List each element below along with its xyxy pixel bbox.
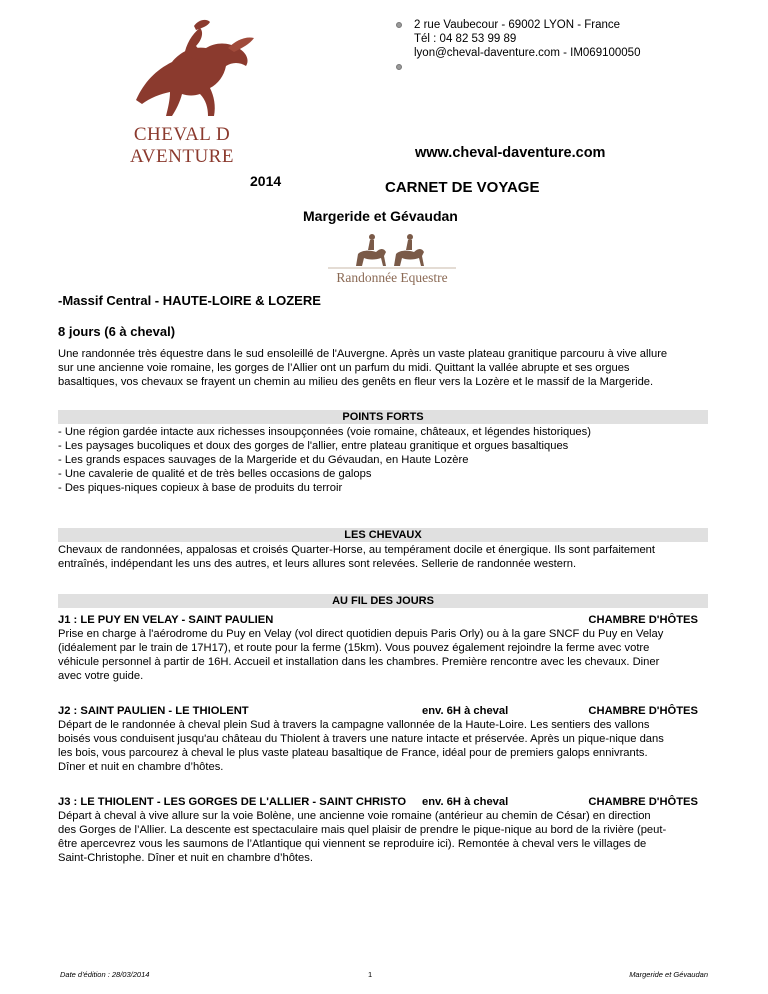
day-time: env. 6H à cheval xyxy=(422,796,509,808)
trip-name: Margeride et Gévaudan xyxy=(303,208,458,224)
day-line: les bois, vous parcourez à cheval le plus vaste plateau basaltique de France, idéal pour de premiers galops ennivrants. xyxy=(58,747,648,759)
contact-block xyxy=(386,18,640,74)
contact-phone: Tél : 04 82 53 99 89 xyxy=(414,33,517,45)
day-line: Prise en charge à l'aérodrome du Puy en Velay (vol direct quotidien depuis Paris Orly) ou à la gare SNCF du Puy en Velay xyxy=(58,628,664,640)
day-line: être apercevrez vous les saumons de l’Atlantique qui viennent se reproduire ici). Remontée à cheval vers le villages de xyxy=(58,838,647,850)
randonnee-equestre-badge xyxy=(320,230,464,288)
list-item: - Des piques-niques copieux à base de produits du terroir xyxy=(58,482,343,494)
region-heading: -Massif Central - HAUTE-LOIRE & LOZERE xyxy=(58,293,321,308)
day-title: J3 : LE THIOLENT - LES GORGES DE L'ALLIER - SAINT CHRISTO xyxy=(58,796,407,808)
duration-heading: 8 jours (6 à cheval) xyxy=(58,324,176,339)
day-1-header xyxy=(58,614,708,628)
day-line: Saint-Christophe. Dîner et nuit en chambre d’hôtes. xyxy=(58,852,313,864)
document-title: CARNET DE VOYAGE xyxy=(385,179,540,196)
intro-line: sur une ancienne voie romaine, les gorges de l’Allier ont un parfum du midi. Quittant la vallée abrupte et ses orgues xyxy=(58,362,630,374)
contact-email[interactable]: lyon@cheval-daventure.com - IM069100050 xyxy=(414,47,641,59)
document-year: 2014 xyxy=(250,173,282,189)
bullet-icon xyxy=(396,22,402,28)
day-line: (idéalement par le train de 17H17), et route pour la ferme (15km). Vous pouvez également rejoindre la ferme avec votre xyxy=(58,642,650,654)
horse-rider-logo-icon xyxy=(96,12,268,124)
footer-trip-name: Margeride et Gévaudan xyxy=(629,970,708,979)
list-item: - Les grands espaces sauvages de la Margeride et du Gévaudan, en Haute Lozère xyxy=(58,454,469,466)
contact-empty-row xyxy=(386,60,640,74)
day-title: J2 : SAINT PAULIEN - LE THIOLENT xyxy=(58,705,249,717)
two-riders-icon xyxy=(320,230,464,270)
list-item: - Une région gardée intacte aux richesses insoupçonnées (voie romaine, châteaux, et légendes historiques) xyxy=(58,426,591,438)
intro-line: Une randonnée très équestre dans le sud ensoleillé de l'Auvergne. Après un vaste plateau granitique parcouru à vive allure xyxy=(58,348,668,360)
day-3-description xyxy=(58,809,718,865)
bullet-icon xyxy=(396,64,402,70)
day-line: Départ à cheval à vive allure sur la voie Bolène, une ancienne voie romaine (antérieur au chemin de César) en direction xyxy=(58,810,651,822)
day-2-header xyxy=(58,705,708,719)
footer-page-number: 1 xyxy=(368,970,373,979)
randonnee-label: Randonnée Equestre xyxy=(336,270,448,285)
list-item: - Les paysages bucoliques et doux des gorges de l'allier, entre plateau granitique et orgues basaltiques xyxy=(58,440,569,452)
day-line: Départ de le randonnée à cheval plein Sud à travers la campagne vallonnée de la Haute-Loire. Les sentiers des vallons xyxy=(58,719,650,731)
website-link[interactable]: www.cheval-daventure.com xyxy=(415,145,606,161)
day-title: J1 : LE PUY EN VELAY - SAINT PAULIEN xyxy=(58,614,274,626)
day-lodging: CHAMBRE D'HÔTES xyxy=(588,705,698,717)
day-2-description xyxy=(58,718,718,774)
day-line: véhicule personnel à partir de 16H. Accueil et installation dans les chambres. Première rencontre avec les chevaux. Diner xyxy=(58,656,660,668)
chevaux-line: entraînés, indépendant les uns des autres, et leurs allures sont relevées. Sellerie de randonnée western. xyxy=(58,558,577,570)
jours-header: AU FIL DES JOURS xyxy=(58,594,708,608)
chevaux-paragraph xyxy=(58,543,718,571)
day-time: env. 6H à cheval xyxy=(422,705,509,717)
day-line: des Gorges de l’Allier. La descente est spectaculaire mais quel plaisir de prendre le pique-nique au bord de la rivière (peut- xyxy=(58,824,667,836)
logo-name: CHEVAL D AVENTURE xyxy=(130,124,234,167)
list-item: - Une cavalerie de qualité et de très belles occasions de galops xyxy=(58,468,372,480)
day-1-description xyxy=(58,627,718,683)
intro-paragraph xyxy=(58,347,718,389)
chevaux-header: LES CHEVAUX xyxy=(58,528,708,542)
footer-edition-date: Date d'édition : 28/03/2014 xyxy=(60,970,150,979)
brand-logo xyxy=(96,12,268,167)
points-forts-header: POINTS FORTS xyxy=(58,410,708,424)
day-lodging: CHAMBRE D'HÔTES xyxy=(588,614,698,626)
day-3-header xyxy=(58,796,708,810)
contact-address-row xyxy=(386,18,640,32)
contact-address: 2 rue Vaubecour - 69002 LYON - France xyxy=(414,19,621,31)
points-forts-list xyxy=(58,425,718,495)
day-lodging: CHAMBRE D'HÔTES xyxy=(588,796,698,808)
contact-email-row xyxy=(386,46,640,60)
chevaux-line: Chevaux de randonnées, appalosas et croisés Quarter-Horse, au tempérament docile et énergique. Ils sont parfaitement xyxy=(58,544,656,556)
day-line: Dîner et nuit en chambre d’hôtes. xyxy=(58,761,224,773)
day-line: boisés vous conduisent jusqu'au château du Thiolent à travers une nature intacte et préservée. Après un pique-nique dans xyxy=(58,733,664,745)
contact-phone-row xyxy=(386,32,640,46)
intro-line: basaltiques, vos chevaux se frayent un chemin au milieu des genêts en fleur vers la Lozère et le massif de la Margeride. xyxy=(58,376,654,388)
day-line: avec votre guide. xyxy=(58,670,144,682)
